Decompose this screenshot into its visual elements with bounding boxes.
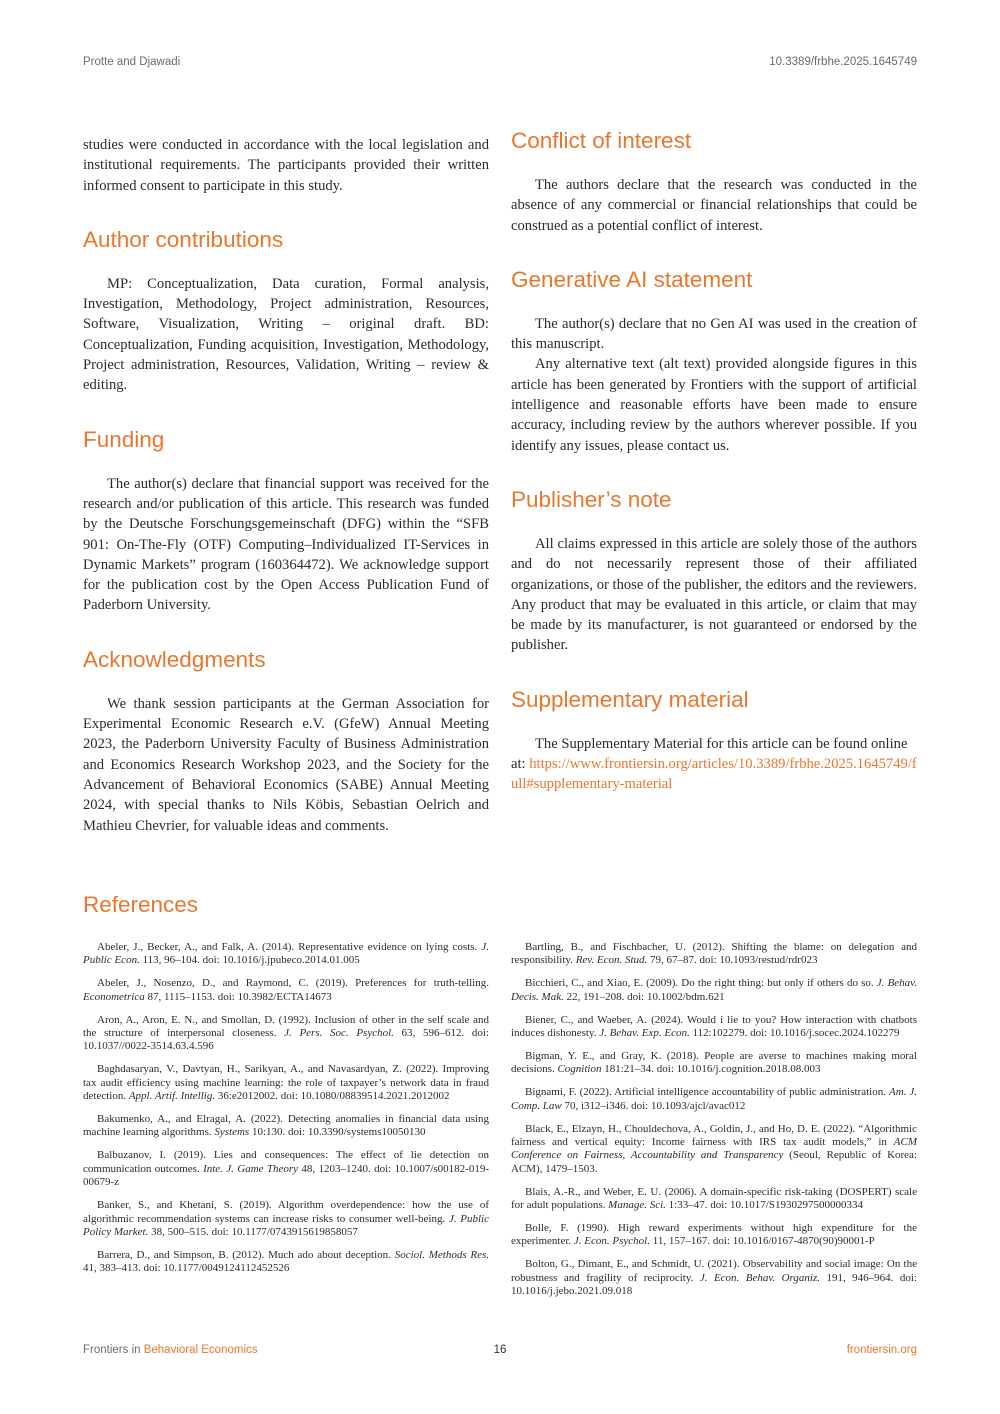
reference-details: 1:33–47. doi: 10.1017/S1930297500000334 (665, 1199, 863, 1212)
reference-item (511, 1186, 917, 1213)
supplementary-intro: The Supplementary Material for this article can be found online at: (511, 735, 908, 773)
supplementary-link[interactable]: https://www.frontiersin.org/articles/10.3389/frbhe.2025.1645749/full#supplementary-material (511, 756, 917, 793)
reference-text: Bakumenko, A., and Elragal, A. (2022). Detecting anomalies in financial data using machine learning algorithms. (83, 1113, 489, 1139)
reference-journal: Manage. Sci. (608, 1199, 666, 1212)
reference-details: 63, 596–612. doi: 10.1037//0022-3514.63.4.596 (83, 1027, 489, 1053)
reference-text: Barrera, D., and Simpson, B. (2012). Much ado about deception. (97, 1248, 395, 1261)
reference-details: 11, 157–167. doi: 10.1016/0167-4870(90)90001-P (649, 1235, 875, 1248)
author-contributions-text: MP: Conceptualization, Data curation, Formal analysis, Investigation, Methodology, Project administration, Resources, Software, Visualization, Writing – original draft. BD: Conceptualization, Funding acquisition, Investigation, Methodology, Project administration, Resources, Validation, Writing – review & editing. (83, 275, 489, 394)
reference-details: 87, 1115–1153. doi: 10.3982/ECTA14673 (144, 990, 332, 1003)
running-header (83, 56, 917, 72)
reference-item (511, 977, 917, 1004)
genai-text-2: Any alternative text (alt text) provided alongside figures in this article has been generated by Frontiers with the support of artificial intelligence and reasonable efforts have been made to ensure accuracy, including review by the authors wherever possible. If you identify any issues, please contact us. (511, 356, 917, 454)
reference-details: 38, 500–515. doi: 10.1177/0743915619858057 (148, 1225, 358, 1238)
reference-item (83, 1014, 489, 1054)
reference-item (511, 1258, 917, 1298)
reference-text: Biener, C., and Waeber, A. (2024). Would i lie to you? How interaction with chatbots induces dishonesty. (511, 1013, 917, 1040)
reference-journal: J. Behav. Exp. Econ. (599, 1027, 690, 1040)
journal-prefix: Frontiers in (83, 1344, 144, 1356)
reference-journal: Econometrica (83, 990, 145, 1003)
funding-heading: Funding (83, 426, 165, 452)
acknowledgments-text: We thank session participants at the German Association for Experimental Economic Research e.V. (GfeW) Annual Meeting 2023, the Paderborn University Faculty of Business Administration and Economics Research Workshop 2023, and the Society for the Advancement of Behavioral Economics (SABE) Annual Meeting 2024, with special thanks to Nils Köbis, Sebastian Oelrich and Mathieu Chevrier, for valuable ideas and comments. (83, 695, 489, 834)
reference-journal: Sociol. Methods Res. (394, 1248, 490, 1261)
author-contributions-heading: Author contributions (83, 226, 284, 252)
reference-journal: Systems (214, 1126, 250, 1139)
publisher-note-text: All claims expressed in this article are solely those of the authors and do not necessarily represent those of their affiliated organizations, or those of the publisher, the editors and the reviewers. Any product that may be evaluated in this article, or claim that may be made by its manufacturer, is not guaranteed or endorsed by the publisher. (511, 535, 917, 654)
reference-journal: ACM Conference on Fairness, Accountability and Transparency (511, 1135, 917, 1162)
reference-details: 22, 191–208. doi: 10.1002/bdm.621 (563, 990, 725, 1003)
reference-item (511, 1050, 917, 1077)
reference-text: Abeler, J., Becker, A., and Falk, A. (2014). Representative evidence on lying costs. (97, 941, 482, 953)
reference-item (511, 1086, 917, 1113)
reference-item (83, 1199, 489, 1239)
reference-details: 10:130. doi: 10.3390/systems10050130 (249, 1126, 426, 1139)
reference-text: Bartling, B., and Fischbacher, U. (2012). Shifting the blame: on delegation and responsibility. (511, 941, 917, 967)
reference-journal: Appl. Artif. Intellig. (128, 1090, 216, 1103)
reference-details: 70, i312–i346. doi: 10.1093/ajcl/avac012 (561, 1099, 746, 1112)
reference-text: Blais, A.-R., and Weber, E. U. (2006). A domain-specific risk-taking (DOSPERT) scale for adult populations. (511, 1185, 917, 1212)
reference-text: Baghdasaryan, V., Davtyan, H., Sarikyan, A., and Navasardyan, Z. (2022). Improving tax audit efficiency using machine learning: the role of taxpayer’s network data in fraud detection. (83, 1063, 489, 1103)
left-column (83, 135, 489, 836)
references-left-column (83, 941, 489, 1285)
journal-title: Behavioral Economics (143, 1344, 258, 1356)
reference-details: 191, 946–964. doi: 10.1016/j.jebo.2021.09.018 (511, 1271, 917, 1298)
reference-details: 36:e2012002. doi: 10.1080/08839514.2021.2012002 (215, 1090, 450, 1103)
reference-journal: J. Public Policy Market. (83, 1212, 489, 1238)
reference-details: 79, 67–87. doi: 10.1093/restud/rdr023 (647, 954, 818, 967)
publisher-note-heading: Publisher’s note (511, 486, 672, 512)
reference-details: 112:102279. doi: 10.1016/j.socec.2024.102279 (689, 1027, 900, 1040)
reference-item (83, 941, 489, 968)
reference-text: Aron, A., Aron, E. N., and Smollan, D. (1992). Inclusion of other in the self scale and the structure of interpersonal closeness. (83, 1013, 489, 1040)
reference-journal: J. Pers. Soc. Psychol. (284, 1027, 394, 1040)
reference-details: 113, 96–104. doi: 10.1016/j.jpubeco.2014.01.005 (139, 954, 360, 967)
reference-journal: Rev. Econ. Stud. (575, 954, 648, 967)
genai-heading: Generative AI statement (511, 266, 753, 292)
reference-details: 41, 383–413. doi: 10.1177/0049124112452526 (83, 1262, 290, 1275)
reference-text: Banker, S., and Khetani, S. (2019). Algorithm overdependence: how the use of algorithmic recommendation systems can increase risks to consumer well-being. (83, 1199, 489, 1225)
running-authors: Protte and Djawadi (83, 56, 181, 68)
reference-details: (Seoul, Republic of Korea: ACM), 1479–1503. (511, 1149, 917, 1175)
reference-text: Bignami, F. (2022). Artificial intelligence accountability of public administration. (525, 1086, 889, 1099)
reference-text: Bolle, F. (1990). High reward experiments without high expenditure for the experimenter. (511, 1222, 917, 1248)
reference-item (83, 1063, 489, 1103)
reference-item (511, 1123, 917, 1177)
reference-details: 48, 1203–1240. doi: 10.1007/s00182-019-00679-z (83, 1162, 490, 1189)
reference-text: Bigman, Y. E., and Gray, K. (2018). People are averse to machines making moral decisions. (511, 1049, 917, 1076)
site-link[interactable]: frontiersin.org (846, 1344, 917, 1356)
ethics-continued-text: studies were conducted in accordance with the local legislation and institutional requirements. The participants provided their written informed consent to participate in this study. (83, 137, 489, 194)
reference-journal: Am. J. Comp. Law (511, 1086, 918, 1112)
references-right-column (511, 941, 917, 1308)
reference-item (83, 1149, 489, 1189)
reference-text: Balbuzanov, I. (2019). Lies and consequences: The effect of lie detection on communication outcomes. (83, 1149, 489, 1175)
reference-item (511, 1014, 917, 1041)
reference-journal: Inte. J. Game Theory (203, 1162, 299, 1175)
page-number: 16 (493, 1344, 507, 1356)
running-doi: 10.3389/frbhe.2025.1645749 (769, 56, 917, 68)
acknowledgments-heading: Acknowledgments (83, 646, 266, 672)
reference-item (511, 941, 917, 968)
conflict-heading: Conflict of interest (511, 128, 692, 153)
reference-item (83, 1113, 489, 1140)
reference-item (511, 1222, 917, 1249)
supplementary-heading: Supplementary material (511, 686, 749, 712)
funding-text: The author(s) declare that financial support was received for the research and/or publication of this article. This research was funded by the Deutsche Forschungsgemeinschaft (DFG) within the “SFB 901: On-The-Fly (OTF) Computing–Individualized IT-Services in Dynamic Markets” program (160364472). We acknowledge support for the publication cost by the Open Access Publication Fund of Paderborn University. (83, 475, 489, 614)
reference-journal: J. Behav. Decis. Mak. (511, 977, 917, 1003)
reference-journal: J. Econ. Behav. Organiz. (699, 1271, 821, 1284)
conflict-text: The authors declare that the research was conducted in the absence of any commercial or financial relationships that could be construed as a potential conflict of interest. (511, 177, 917, 234)
reference-item (83, 1249, 489, 1276)
reference-item (83, 977, 489, 1004)
reference-text: Bolton, G., Dimant, E., and Schmidt, U. (2021). Observability and social image: On the robustness and fragility of reciprocity. (511, 1258, 917, 1284)
reference-journal: Cognition (557, 1063, 602, 1076)
page-footer (83, 1344, 917, 1360)
reference-text: Abeler, J., Nosenzo, D., and Raymond, C. (2019). Preferences for truth-telling. (97, 977, 489, 990)
reference-journal: J. Econ. Psychol. (573, 1235, 650, 1248)
reference-text: Black, E., Elzayn, H., Chouldechova, A., Goldin, J., and Ho, D. E. (2022). “Algorithmic fairness and vertical equity: Income fairness with IRS tax audit models,” in (511, 1122, 917, 1148)
reference-text: Bicchieri, C., and Xiao, E. (2009). Do the right thing: but only if others do so. (525, 977, 877, 990)
reference-details: 181:21–34. doi: 10.1016/j.cognition.2018.08.003 (601, 1063, 821, 1076)
reference-journal: J. Public Econ. (83, 941, 489, 967)
genai-text-1: The author(s) declare that no Gen AI was used in the creation of this manuscript. (511, 315, 917, 353)
right-column (511, 127, 917, 795)
references-heading: References (83, 892, 199, 917)
supplementary-text (511, 734, 917, 795)
